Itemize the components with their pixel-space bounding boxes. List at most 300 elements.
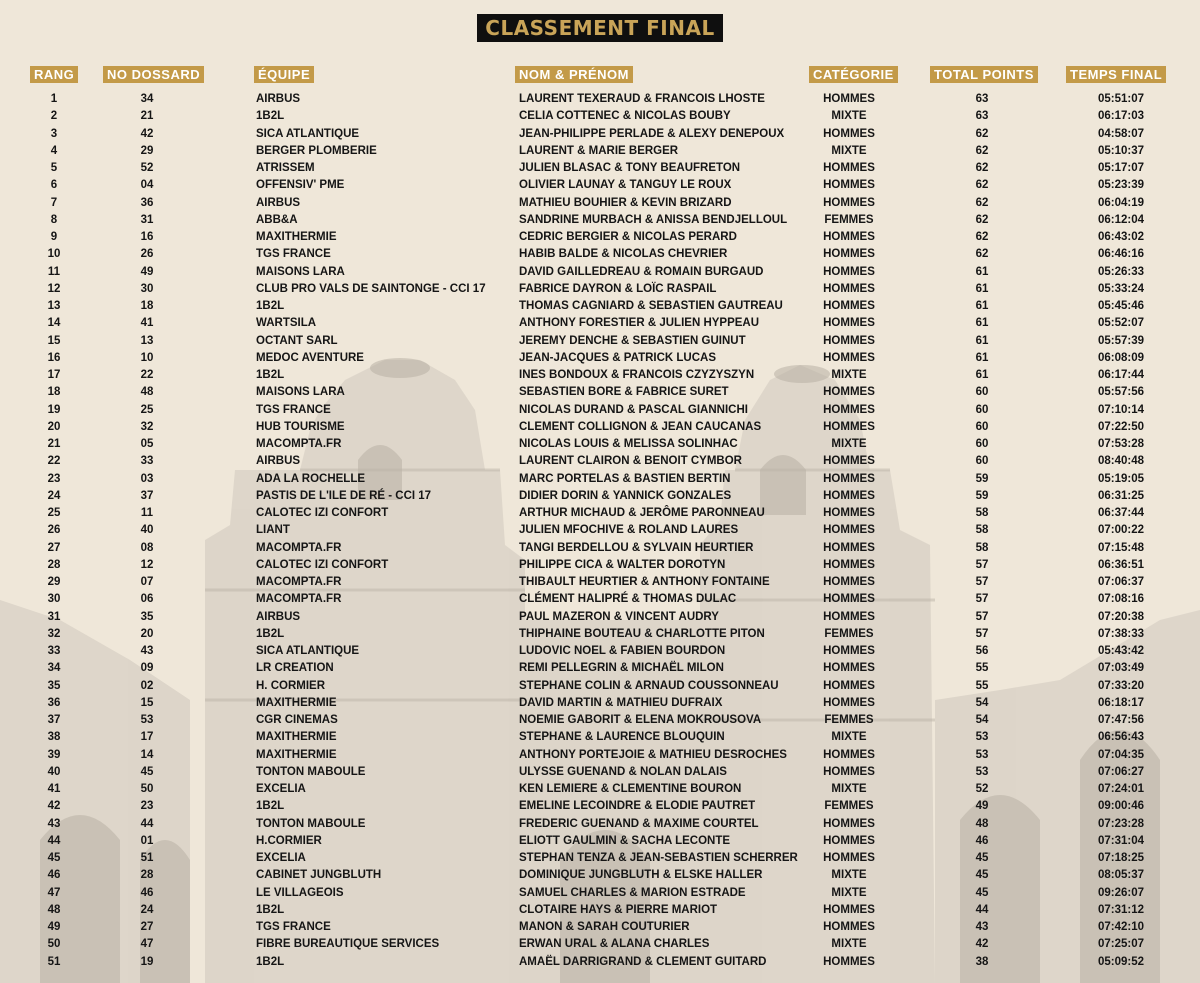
cell-rang: 9 — [50, 231, 58, 243]
cell-dossard: 32 — [140, 420, 154, 433]
cell-nom: PHILIPPE CICA & WALTER DOROTYN — [519, 558, 726, 571]
cell-dossard: 43 — [140, 645, 154, 657]
cell-equipe: BERGER PLOMBERIE — [256, 144, 377, 157]
cell-dossard: 18 — [140, 300, 154, 312]
cell-rang: 14 — [47, 317, 61, 330]
cell-temps: 06:04:19 — [1097, 196, 1145, 209]
cell-categorie: HOMMES — [823, 472, 875, 485]
table-row — [0, 418, 1200, 435]
cell-categorie: HOMMES — [823, 386, 875, 399]
cell-temps: 07:53:28 — [1097, 438, 1145, 450]
cell-categorie: HOMMES — [823, 300, 875, 312]
cell-points: 62 — [975, 196, 989, 209]
cell-categorie: FEMMES — [824, 213, 874, 226]
cell-equipe: 1B2L — [256, 800, 285, 813]
cell-equipe: EXCELIA — [256, 783, 306, 795]
table-row — [0, 297, 1200, 314]
cell-temps: 05:10:37 — [1097, 144, 1145, 157]
cell-rang: 15 — [47, 334, 61, 347]
cell-equipe: EXCELIA — [256, 852, 306, 864]
cell-rang: 48 — [47, 903, 61, 916]
cell-dossard: 08 — [140, 541, 154, 554]
cell-temps: 07:00:22 — [1097, 524, 1145, 537]
cell-temps: 06:12:04 — [1097, 213, 1145, 226]
cell-equipe: TGS FRANCE — [256, 921, 331, 933]
cell-rang: 23 — [47, 472, 61, 485]
cell-nom: ELIOTT GAULMIN & SACHA LECONTE — [519, 834, 731, 847]
table-row — [0, 642, 1200, 659]
table-row — [0, 901, 1200, 918]
table-row — [0, 435, 1200, 452]
cell-dossard: 09 — [140, 662, 154, 675]
cell-categorie: HOMMES — [823, 610, 875, 623]
table-row — [0, 953, 1200, 970]
cell-rang: 4 — [50, 144, 58, 157]
cell-temps: 07:15:48 — [1097, 541, 1145, 554]
cell-nom: ANTHONY FORESTIER & JULIEN HYPPEAU — [519, 317, 760, 330]
ranking-table — [0, 90, 1200, 970]
cell-dossard: 47 — [140, 938, 154, 951]
cell-categorie: HOMMES — [823, 576, 875, 588]
cell-rang: 40 — [47, 765, 61, 778]
cell-nom: NOEMIE GABORIT & ELENA MOKROUSOVA — [519, 714, 762, 726]
cell-points: 42 — [975, 938, 989, 951]
cell-equipe: TGS FRANCE — [256, 403, 331, 416]
table-row — [0, 746, 1200, 763]
cell-temps: 07:23:28 — [1097, 817, 1145, 830]
cell-nom: DIDIER DORIN & YANNICK GONZALES — [519, 489, 732, 502]
cell-dossard: 41 — [140, 317, 154, 330]
cell-temps: 07:24:01 — [1097, 783, 1145, 795]
cell-points: 61 — [975, 282, 989, 295]
cell-dossard: 06 — [140, 593, 154, 606]
cell-points: 38 — [975, 955, 989, 968]
cell-points: 62 — [975, 231, 989, 243]
cell-rang: 26 — [47, 524, 61, 537]
cell-points: 58 — [975, 524, 989, 537]
cell-nom: SAMUEL CHARLES & MARION ESTRADE — [519, 886, 746, 899]
cell-equipe: OCTANT SARL — [256, 334, 338, 347]
cell-points: 63 — [975, 93, 989, 105]
cell-points: 62 — [975, 248, 989, 261]
cell-nom: SEBASTIEN BORE & FABRICE SURET — [519, 386, 729, 399]
cell-dossard: 22 — [140, 369, 154, 381]
cell-rang: 21 — [47, 438, 61, 450]
cell-equipe: ABB&A — [256, 213, 298, 226]
cell-temps: 06:43:02 — [1097, 231, 1145, 243]
table-row — [0, 332, 1200, 349]
cell-rang: 47 — [47, 886, 61, 899]
cell-rang: 45 — [47, 852, 61, 864]
cell-nom: CLÉMENT HALIPRÉ & THOMAS DULAC — [519, 593, 737, 606]
cell-equipe: CGR CINEMAS — [256, 714, 338, 726]
cell-temps: 05:45:46 — [1097, 300, 1145, 312]
cell-dossard: 48 — [140, 386, 154, 399]
cell-nom: MANON & SARAH COUTURIER — [519, 921, 690, 933]
cell-dossard: 40 — [140, 524, 154, 537]
cell-nom: OLIVIER LAUNAY & TANGUY LE ROUX — [519, 179, 732, 192]
table-row — [0, 556, 1200, 573]
cell-equipe: 1B2L — [256, 369, 285, 381]
table-row — [0, 383, 1200, 400]
cell-categorie: HOMMES — [823, 834, 875, 847]
cell-equipe: SICA ATLANTIQUE — [256, 127, 360, 140]
cell-categorie: HOMMES — [823, 593, 875, 606]
cell-nom: JULIEN MFOCHIVE & ROLAND LAURES — [519, 524, 739, 537]
table-row — [0, 452, 1200, 469]
cell-nom: STEPHAN TENZA & JEAN-SEBASTIEN SCHERRER — [519, 852, 798, 864]
cell-dossard: 33 — [140, 455, 154, 468]
cell-categorie: MIXTE — [831, 144, 867, 157]
cell-temps: 07:31:04 — [1097, 834, 1145, 847]
cell-categorie: HOMMES — [823, 282, 875, 295]
cell-rang: 36 — [47, 696, 61, 709]
cell-categorie: HOMMES — [823, 179, 875, 192]
cell-rang: 8 — [50, 213, 58, 226]
cell-dossard: 04 — [140, 179, 154, 192]
cell-temps: 06:18:17 — [1097, 696, 1145, 709]
cell-categorie: MIXTE — [831, 938, 867, 951]
table-row — [0, 849, 1200, 866]
table-row — [0, 159, 1200, 176]
cell-rang: 43 — [47, 817, 61, 830]
table-row — [0, 176, 1200, 193]
cell-equipe: HUB TOURISME — [256, 420, 345, 433]
cell-dossard: 14 — [140, 748, 154, 761]
cell-nom: JEREMY DENCHE & SEBASTIEN GUINUT — [519, 334, 746, 347]
cell-categorie: HOMMES — [823, 403, 875, 416]
cell-nom: MARC PORTELAS & BASTIEN BERTIN — [519, 472, 731, 485]
cell-categorie: HOMMES — [823, 420, 875, 433]
header-equipe: ÉQUIPE — [254, 66, 314, 83]
cell-equipe: AIRBUS — [256, 93, 301, 105]
cell-points: 60 — [975, 438, 989, 450]
cell-equipe: SICA ATLANTIQUE — [256, 645, 360, 657]
cell-dossard: 20 — [140, 627, 154, 640]
cell-rang: 12 — [47, 282, 61, 295]
table-row — [0, 349, 1200, 366]
table-row — [0, 107, 1200, 124]
cell-dossard: 24 — [140, 903, 154, 916]
header-dossard: NO DOSSARD — [103, 66, 204, 83]
cell-equipe: OFFENSIV' PME — [256, 179, 345, 192]
cell-rang: 44 — [47, 834, 61, 847]
cell-temps: 07:06:37 — [1097, 576, 1145, 588]
cell-rang: 38 — [47, 731, 61, 744]
cell-categorie: HOMMES — [823, 455, 875, 468]
cell-equipe: AIRBUS — [256, 610, 301, 623]
cell-points: 61 — [975, 334, 989, 347]
cell-equipe: TONTON MABOULE — [256, 765, 366, 778]
cell-equipe: H.CORMIER — [256, 834, 322, 847]
cell-dossard: 26 — [140, 248, 154, 261]
cell-points: 45 — [975, 869, 989, 882]
cell-temps: 07:33:20 — [1097, 679, 1145, 692]
cell-points: 45 — [975, 886, 989, 899]
cell-dossard: 37 — [140, 489, 154, 502]
table-row — [0, 314, 1200, 331]
table-row — [0, 366, 1200, 383]
table-row — [0, 504, 1200, 521]
table-row — [0, 521, 1200, 538]
cell-equipe: MACOMPTA.FR — [256, 593, 342, 606]
cell-points: 63 — [975, 110, 989, 123]
cell-nom: STEPHANE & LAURENCE BLOUQUIN — [519, 731, 725, 744]
cell-categorie: HOMMES — [823, 921, 875, 933]
cell-equipe: MAISONS LARA — [256, 265, 345, 278]
cell-dossard: 23 — [140, 800, 154, 813]
cell-rang: 31 — [47, 610, 61, 623]
cell-categorie: HOMMES — [823, 162, 875, 174]
cell-nom: FREDERIC GUENAND & MAXIME COURTEL — [519, 817, 759, 830]
cell-dossard: 21 — [140, 110, 154, 123]
cell-equipe: ATRISSEM — [256, 162, 315, 174]
table-row — [0, 815, 1200, 832]
cell-categorie: HOMMES — [823, 645, 875, 657]
cell-categorie: HOMMES — [823, 334, 875, 347]
header-points: TOTAL POINTS — [930, 66, 1038, 83]
cell-points: 61 — [975, 265, 989, 278]
cell-categorie: FEMMES — [824, 800, 874, 813]
cell-equipe: FIBRE BUREAUTIQUE SERVICES — [256, 938, 440, 951]
header-categorie: CATÉGORIE — [809, 66, 898, 83]
cell-equipe: CALOTEC IZI CONFORT — [256, 558, 389, 571]
cell-dossard: 53 — [140, 714, 154, 726]
cell-rang: 28 — [47, 558, 61, 571]
table-row — [0, 142, 1200, 159]
cell-equipe: LIANT — [256, 524, 290, 537]
table-row — [0, 832, 1200, 849]
cell-points: 62 — [975, 213, 989, 226]
cell-points: 60 — [975, 420, 989, 433]
cell-points: 56 — [975, 645, 989, 657]
cell-equipe: MAXITHERMIE — [256, 696, 337, 709]
cell-temps: 08:40:48 — [1097, 455, 1145, 468]
cell-temps: 06:37:44 — [1097, 507, 1145, 519]
cell-equipe: MAXITHERMIE — [256, 231, 337, 243]
cell-temps: 05:52:07 — [1097, 317, 1145, 330]
cell-points: 62 — [975, 179, 989, 192]
cell-points: 57 — [975, 610, 989, 623]
cell-points: 45 — [975, 852, 989, 864]
page-title: CLASSEMENT FINAL — [477, 14, 722, 42]
cell-points: 44 — [975, 903, 989, 916]
cell-points: 59 — [975, 489, 989, 502]
cell-nom: LAURENT TEXERAUD & FRANCOIS LHOSTE — [519, 93, 765, 105]
cell-categorie: HOMMES — [823, 748, 875, 761]
cell-temps: 05:23:39 — [1097, 179, 1145, 192]
cell-dossard: 45 — [140, 765, 154, 778]
cell-categorie: HOMMES — [823, 765, 875, 778]
cell-dossard: 15 — [140, 696, 154, 709]
cell-categorie: MIXTE — [831, 886, 867, 899]
header-temps: TEMPS FINAL — [1066, 66, 1166, 83]
cell-nom: JULIEN BLASAC & TONY BEAUFRETON — [519, 162, 741, 174]
table-row — [0, 245, 1200, 262]
cell-nom: JEAN-PHILIPPE PERLADE & ALEXY DENEPOUX — [519, 127, 785, 140]
cell-nom: THIPHAINE BOUTEAU & CHARLOTTE PITON — [519, 627, 765, 640]
cell-equipe: 1B2L — [256, 627, 285, 640]
cell-points: 60 — [975, 455, 989, 468]
cell-rang: 32 — [47, 627, 61, 640]
cell-nom: ULYSSE GUENAND & NOLAN DALAIS — [519, 765, 727, 778]
cell-categorie: HOMMES — [823, 127, 875, 140]
table-row — [0, 763, 1200, 780]
cell-categorie: MIXTE — [831, 869, 867, 882]
cell-rang: 51 — [47, 955, 61, 968]
cell-dossard: 01 — [140, 834, 154, 847]
cell-nom: PAUL MAZERON & VINCENT AUDRY — [519, 610, 719, 623]
cell-points: 55 — [975, 679, 989, 692]
cell-categorie: MIXTE — [831, 438, 867, 450]
cell-nom: ERWAN URAL & ALANA CHARLES — [519, 938, 710, 951]
cell-temps: 07:06:27 — [1097, 765, 1145, 778]
cell-categorie: HOMMES — [823, 524, 875, 537]
header-nom: NOM & PRÉNOM — [515, 66, 633, 83]
cell-equipe: AIRBUS — [256, 196, 301, 209]
cell-dossard: 34 — [140, 93, 154, 105]
cell-points: 57 — [975, 593, 989, 606]
table-row — [0, 125, 1200, 142]
cell-nom: CLEMENT COLLIGNON & JEAN CAUCANAS — [519, 420, 762, 433]
cell-rang: 6 — [50, 179, 58, 192]
cell-temps: 05:26:33 — [1097, 265, 1145, 278]
cell-dossard: 12 — [140, 558, 154, 571]
cell-equipe: MAXITHERMIE — [256, 731, 337, 744]
cell-equipe: CLUB PRO VALS DE SAINTONGE - CCI 17 — [256, 282, 486, 295]
cell-equipe: PASTIS DE L'ILE DE RÉ - CCI 17 — [256, 489, 432, 502]
cell-temps: 09:26:07 — [1097, 886, 1145, 899]
cell-points: 61 — [975, 300, 989, 312]
cell-temps: 06:36:51 — [1097, 558, 1145, 571]
cell-nom: KEN LEMIERE & CLEMENTINE BOURON — [519, 783, 742, 795]
cell-categorie: HOMMES — [823, 852, 875, 864]
table-row — [0, 263, 1200, 280]
table-row — [0, 280, 1200, 297]
cell-dossard: 50 — [140, 783, 154, 795]
cell-categorie: HOMMES — [823, 696, 875, 709]
cell-temps: 07:31:12 — [1097, 903, 1145, 916]
cell-nom: JEAN-JACQUES & PATRICK LUCAS — [519, 351, 717, 364]
cell-categorie: MIXTE — [831, 731, 867, 744]
cell-rang: 30 — [47, 593, 61, 606]
cell-points: 55 — [975, 662, 989, 675]
cell-categorie: HOMMES — [823, 817, 875, 830]
cell-dossard: 11 — [140, 507, 154, 519]
title-wrapper — [0, 14, 1200, 42]
cell-rang: 18 — [47, 386, 61, 399]
cell-rang: 34 — [47, 662, 61, 675]
cell-temps: 05:19:05 — [1097, 472, 1145, 485]
cell-rang: 7 — [50, 196, 58, 209]
cell-dossard: 30 — [140, 282, 154, 295]
cell-equipe: CALOTEC IZI CONFORT — [256, 507, 389, 519]
cell-categorie: MIXTE — [831, 369, 867, 381]
cell-points: 62 — [975, 127, 989, 140]
cell-temps: 07:47:56 — [1097, 714, 1145, 726]
cell-equipe: AIRBUS — [256, 455, 301, 468]
table-row — [0, 711, 1200, 728]
table-row — [0, 780, 1200, 797]
cell-rang: 10 — [47, 248, 61, 261]
cell-points: 60 — [975, 403, 989, 416]
cell-temps: 06:08:09 — [1097, 351, 1145, 364]
cell-dossard: 19 — [140, 955, 154, 968]
table-row — [0, 918, 1200, 935]
cell-points: 61 — [975, 351, 989, 364]
cell-nom: DAVID MARTIN & MATHIEU DUFRAIX — [519, 696, 723, 709]
cell-temps: 07:20:38 — [1097, 610, 1145, 623]
cell-nom: NICOLAS DURAND & PASCAL GIANNICHI — [519, 403, 748, 416]
cell-categorie: HOMMES — [823, 265, 875, 278]
cell-points: 60 — [975, 386, 989, 399]
cell-temps: 07:42:10 — [1097, 921, 1145, 933]
cell-rang: 39 — [47, 748, 61, 761]
cell-equipe: 1B2L — [256, 300, 285, 312]
cell-temps: 05:43:42 — [1097, 645, 1145, 657]
cell-rang: 24 — [47, 489, 61, 502]
cell-categorie: HOMMES — [823, 955, 875, 968]
cell-dossard: 02 — [140, 679, 154, 692]
cell-points: 54 — [975, 696, 989, 709]
cell-equipe: MACOMPTA.FR — [256, 576, 342, 588]
cell-nom: NICOLAS LOUIS & MELISSA SOLINHAC — [519, 438, 738, 450]
cell-rang: 49 — [47, 921, 61, 933]
cell-dossard: 31 — [140, 213, 154, 226]
cell-points: 49 — [975, 800, 989, 813]
cell-nom: ARTHUR MICHAUD & JERÔME PARONNEAU — [519, 507, 765, 519]
table-row — [0, 608, 1200, 625]
cell-equipe: 1B2L — [256, 110, 285, 123]
cell-temps: 07:10:14 — [1097, 403, 1145, 416]
cell-equipe: LE VILLAGEOIS — [256, 886, 344, 899]
cell-nom: CEDRIC BERGIER & NICOLAS PERARD — [519, 231, 737, 243]
cell-temps: 06:56:43 — [1097, 731, 1145, 744]
cell-dossard: 35 — [140, 610, 154, 623]
cell-categorie: HOMMES — [823, 231, 875, 243]
cell-points: 58 — [975, 507, 989, 519]
cell-temps: 07:04:35 — [1097, 748, 1145, 761]
cell-temps: 07:18:25 — [1097, 852, 1145, 864]
cell-dossard: 51 — [140, 852, 154, 864]
cell-temps: 05:51:07 — [1097, 93, 1145, 105]
table-row — [0, 797, 1200, 814]
cell-temps: 07:03:49 — [1097, 662, 1145, 675]
cell-points: 62 — [975, 144, 989, 157]
cell-temps: 09:00:46 — [1097, 800, 1145, 813]
cell-temps: 06:46:16 — [1097, 248, 1145, 261]
cell-rang: 22 — [47, 455, 61, 468]
cell-nom: EMELINE LECOINDRE & ELODIE PAUTRET — [519, 800, 756, 813]
cell-equipe: CABINET JUNGBLUTH — [256, 869, 382, 882]
cell-categorie: HOMMES — [823, 196, 875, 209]
cell-nom: ANTHONY PORTEJOIE & MATHIEU DESROCHES — [519, 748, 787, 761]
cell-temps: 05:57:39 — [1097, 334, 1145, 347]
cell-categorie: HOMMES — [823, 662, 875, 675]
cell-nom: STEPHANE COLIN & ARNAUD COUSSONNEAU — [519, 679, 779, 692]
cell-points: 53 — [975, 748, 989, 761]
table-row — [0, 884, 1200, 901]
table-row — [0, 470, 1200, 487]
cell-temps: 04:58:07 — [1097, 127, 1145, 140]
table-row — [0, 590, 1200, 607]
table-row — [0, 228, 1200, 245]
table-row — [0, 90, 1200, 107]
cell-rang: 20 — [47, 420, 61, 433]
cell-temps: 06:17:44 — [1097, 369, 1145, 381]
cell-temps: 05:33:24 — [1097, 282, 1145, 295]
cell-rang: 19 — [47, 403, 61, 416]
